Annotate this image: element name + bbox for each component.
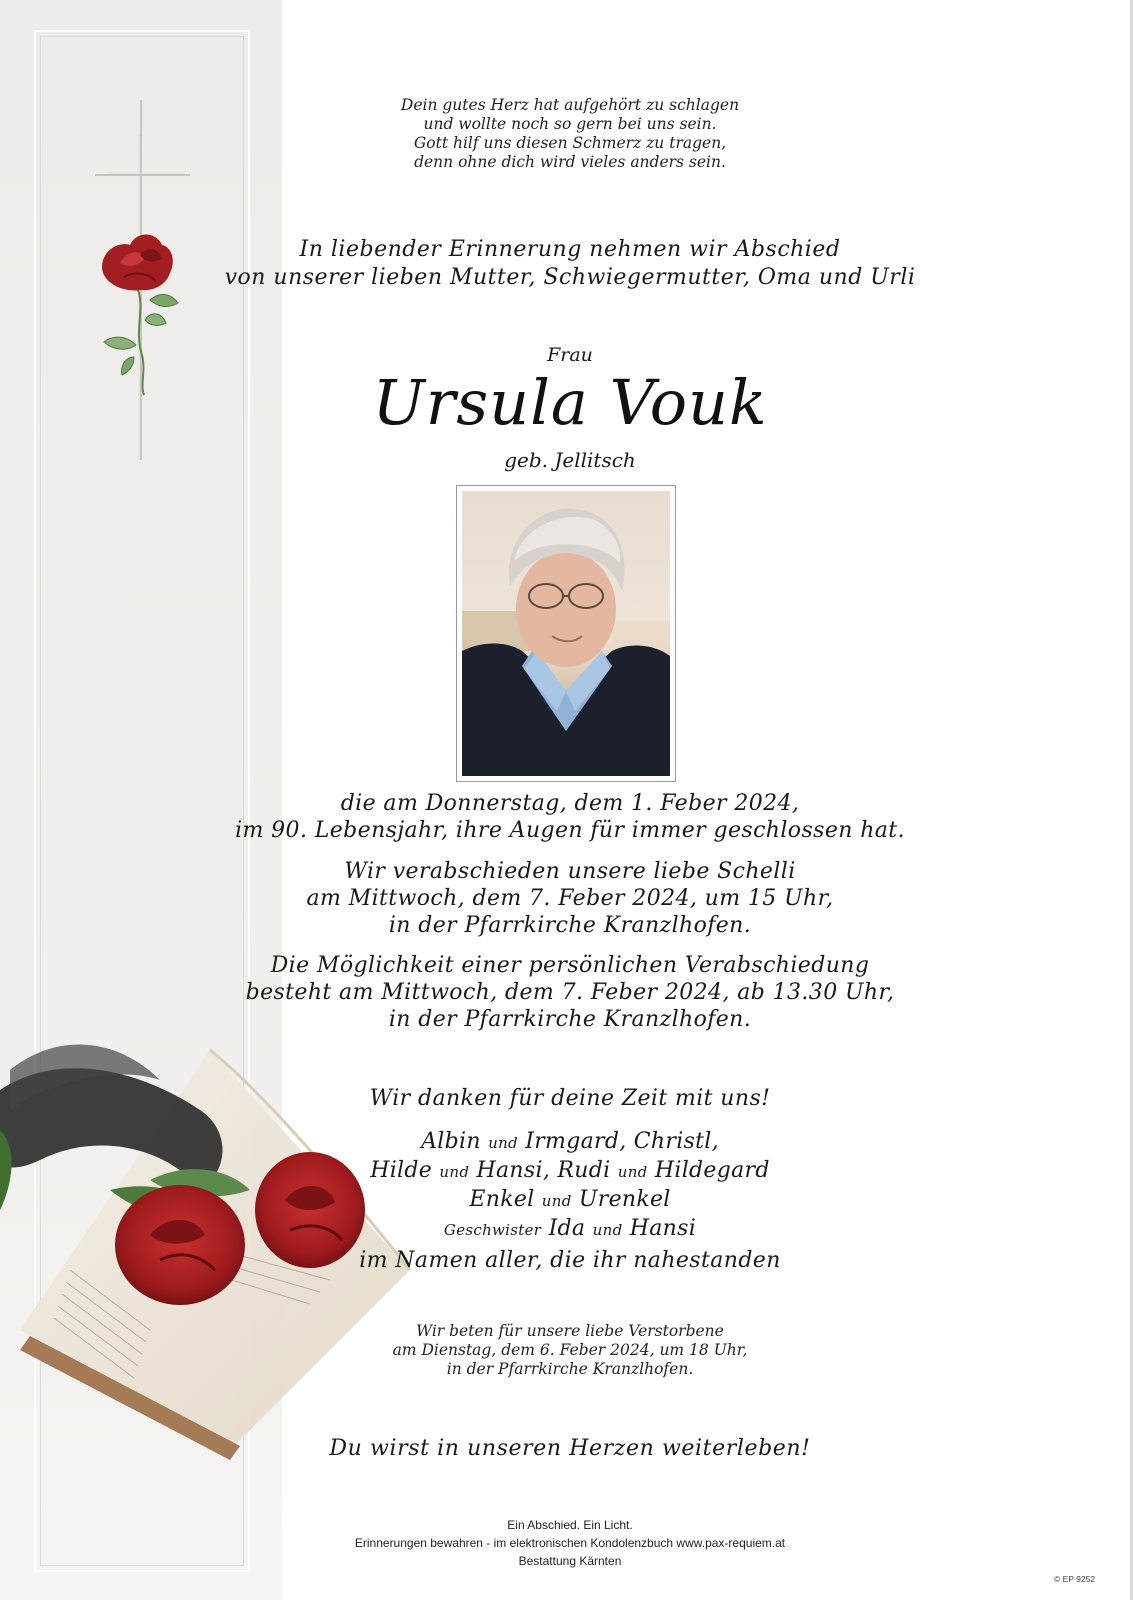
death-notice	[210, 790, 930, 844]
death-notice-line: im 90. Lebensjahr, ihre Augen für immer geschlossen hat.	[235, 818, 905, 843]
viewing-info-line: Die Möglichkeit einer persönlichen Verabschiedung	[270, 953, 870, 978]
family-member: Hilde	[370, 1158, 433, 1183]
portrait-illustration	[462, 491, 670, 776]
family-member: Irmgard, Christl,	[525, 1129, 719, 1154]
poem-line: Gott hilf uns diesen Schmerz zu tragen,	[413, 134, 727, 152]
family-line	[210, 1186, 930, 1215]
family-member: Hansi	[629, 1216, 697, 1241]
deceased-name: Ursula Vouk	[372, 366, 768, 439]
and-word: und	[488, 1134, 518, 1152]
prayer-info	[210, 1322, 930, 1379]
funeral-info-line: am Mittwoch, dem 7. Feber 2024, um 15 Uhr,	[306, 886, 834, 911]
family-member: Urenkel	[578, 1187, 671, 1212]
family-signatures	[210, 1128, 930, 1244]
and-word: und	[541, 1192, 572, 1210]
cross-with-rose-icon	[90, 95, 200, 465]
intro-line: In liebender Erinnerung nehmen wir Abschied	[299, 237, 841, 262]
deceased-title: Frau	[547, 344, 593, 366]
poem-line: denn ohne dich wird vieles anders sein.	[414, 153, 726, 171]
footer-company: Bestattung Kärnten	[518, 1554, 622, 1568]
footer	[260, 1516, 880, 1570]
prayer-line: am Dienstag, dem 6. Feber 2024, um 18 Uhr,	[392, 1341, 748, 1359]
funeral-info	[210, 858, 930, 939]
poem	[210, 96, 930, 172]
final-line: Du wirst in unseren Herzen weiterleben!	[329, 1436, 811, 1461]
viewing-info-line: besteht am Mittwoch, dem 7. Feber 2024, ab 13.30 Uhr,	[245, 980, 895, 1005]
template-code: © EP 9252	[1054, 1574, 1096, 1584]
birth-name: geb. Jellitsch	[504, 448, 636, 472]
prayer-line: in der Pfarrkirche Kranzlhofen.	[446, 1360, 694, 1378]
portrait-photo	[462, 491, 670, 776]
closing-line: im Namen aller, die ihr nahestanden	[359, 1248, 781, 1273]
poem-line: und wollte noch so gern bei uns sein.	[423, 115, 717, 133]
family-line	[210, 1215, 930, 1244]
viewing-info	[210, 952, 930, 1033]
and-word: und	[592, 1221, 623, 1239]
family-member: Hansi, Rudi	[476, 1158, 611, 1183]
family-line	[210, 1157, 930, 1186]
funeral-info-line: in der Pfarrkirche Kranzlhofen.	[388, 913, 752, 938]
family-member: Hildegard	[654, 1158, 770, 1183]
family-member: Albin	[421, 1129, 481, 1154]
intro-text	[210, 236, 930, 292]
poem-line: Dein gutes Herz hat aufgehört zu schlagen	[400, 96, 740, 114]
and-word: und	[617, 1163, 648, 1181]
family-member: Ida	[548, 1216, 586, 1241]
intro-line: von unserer lieben Mutter, Schwiegermutter, Oma und Urli	[224, 265, 916, 290]
and-word: und	[439, 1163, 470, 1181]
funeral-info-line: Wir verabschieden unsere liebe Schelli	[344, 859, 796, 884]
footer-tagline: Ein Abschied. Ein Licht.	[507, 1518, 633, 1532]
siblings-label: Geschwister	[443, 1221, 542, 1239]
thanks-line: Wir danken für deine Zeit mit uns!	[369, 1086, 771, 1111]
portrait-frame	[456, 485, 676, 782]
prayer-line: Wir beten für unsere liebe Verstorbene	[416, 1322, 724, 1340]
viewing-info-line: in der Pfarrkirche Kranzlhofen.	[388, 1007, 752, 1032]
family-line	[210, 1128, 930, 1157]
death-notice-line: die am Donnerstag, dem 1. Feber 2024,	[340, 791, 800, 816]
footer-condolence-link[interactable]: Erinnerungen bewahren - im elektronischen Kondolenzbuch www.pax-requiem.at	[354, 1536, 786, 1550]
family-member: Enkel	[469, 1187, 535, 1212]
